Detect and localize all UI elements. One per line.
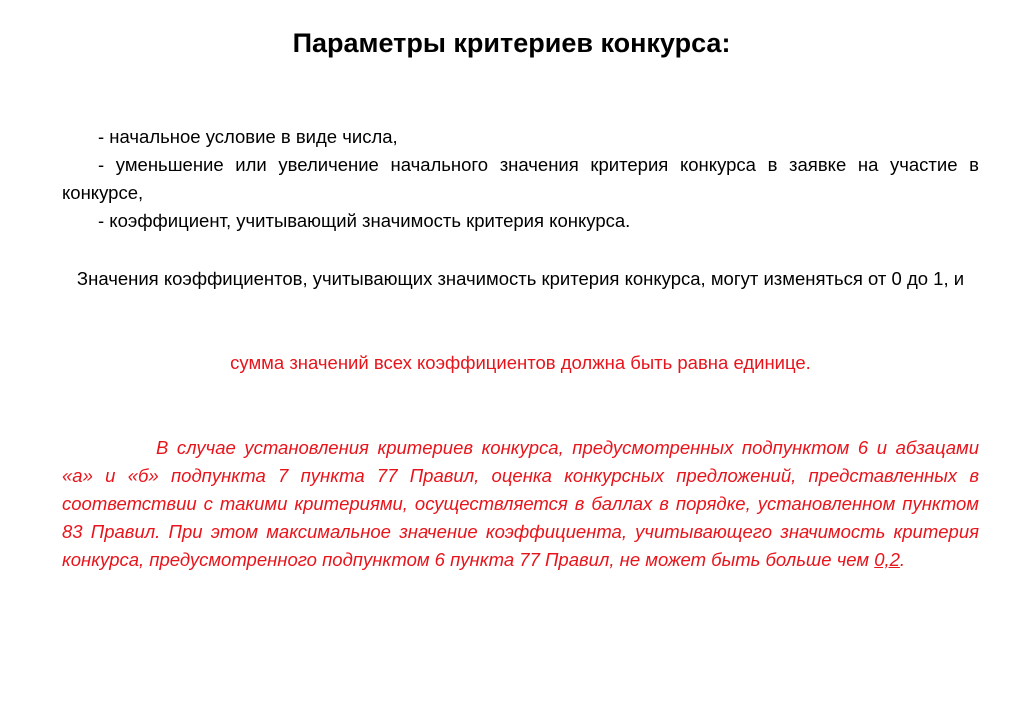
scoring-rule-text: В случае установления критериев конкурса, предусмотренных подпунктом 6 и абзацами «а» и «б» подпункта 7 пункта 77 Правил, оценка конкурсных предложений, представленных в соответствии с такими критериями, осуществляется в баллах в порядке, установленном пунктом 83 Правил. При этом максимальное значение коэффициента, учитывающего значимость критерия конкурса, предусмотренного подпунктом 6 пункта 77 Правил, не может быть больше чем	[62, 437, 979, 570]
criteria-parameters-list	[62, 123, 979, 235]
parameter-item-change-value: - уменьшение или увеличение начального значения критерия конкурса в заявке на участие в конкурсе,	[62, 154, 979, 203]
scoring-rule-paragraph	[62, 434, 979, 574]
parameter-item-coefficient: - коэффициент, учитывающий значимость критерия конкурса.	[98, 210, 631, 231]
page-title: Параметры критериев конкурса:	[292, 28, 731, 58]
scoring-rule-end: .	[899, 549, 906, 570]
coefficient-sum-rule: сумма значений всех коэффициентов должна быть равна единице.	[230, 352, 811, 373]
parameter-item-initial-condition: - начальное условие в виде числа,	[98, 126, 398, 147]
max-coefficient-value: 0,2	[874, 549, 900, 570]
coefficient-range-note: Значения коэффициентов, учитывающих значимость критерия конкурса, могут изменяться от 0 до 1, и	[76, 268, 965, 289]
